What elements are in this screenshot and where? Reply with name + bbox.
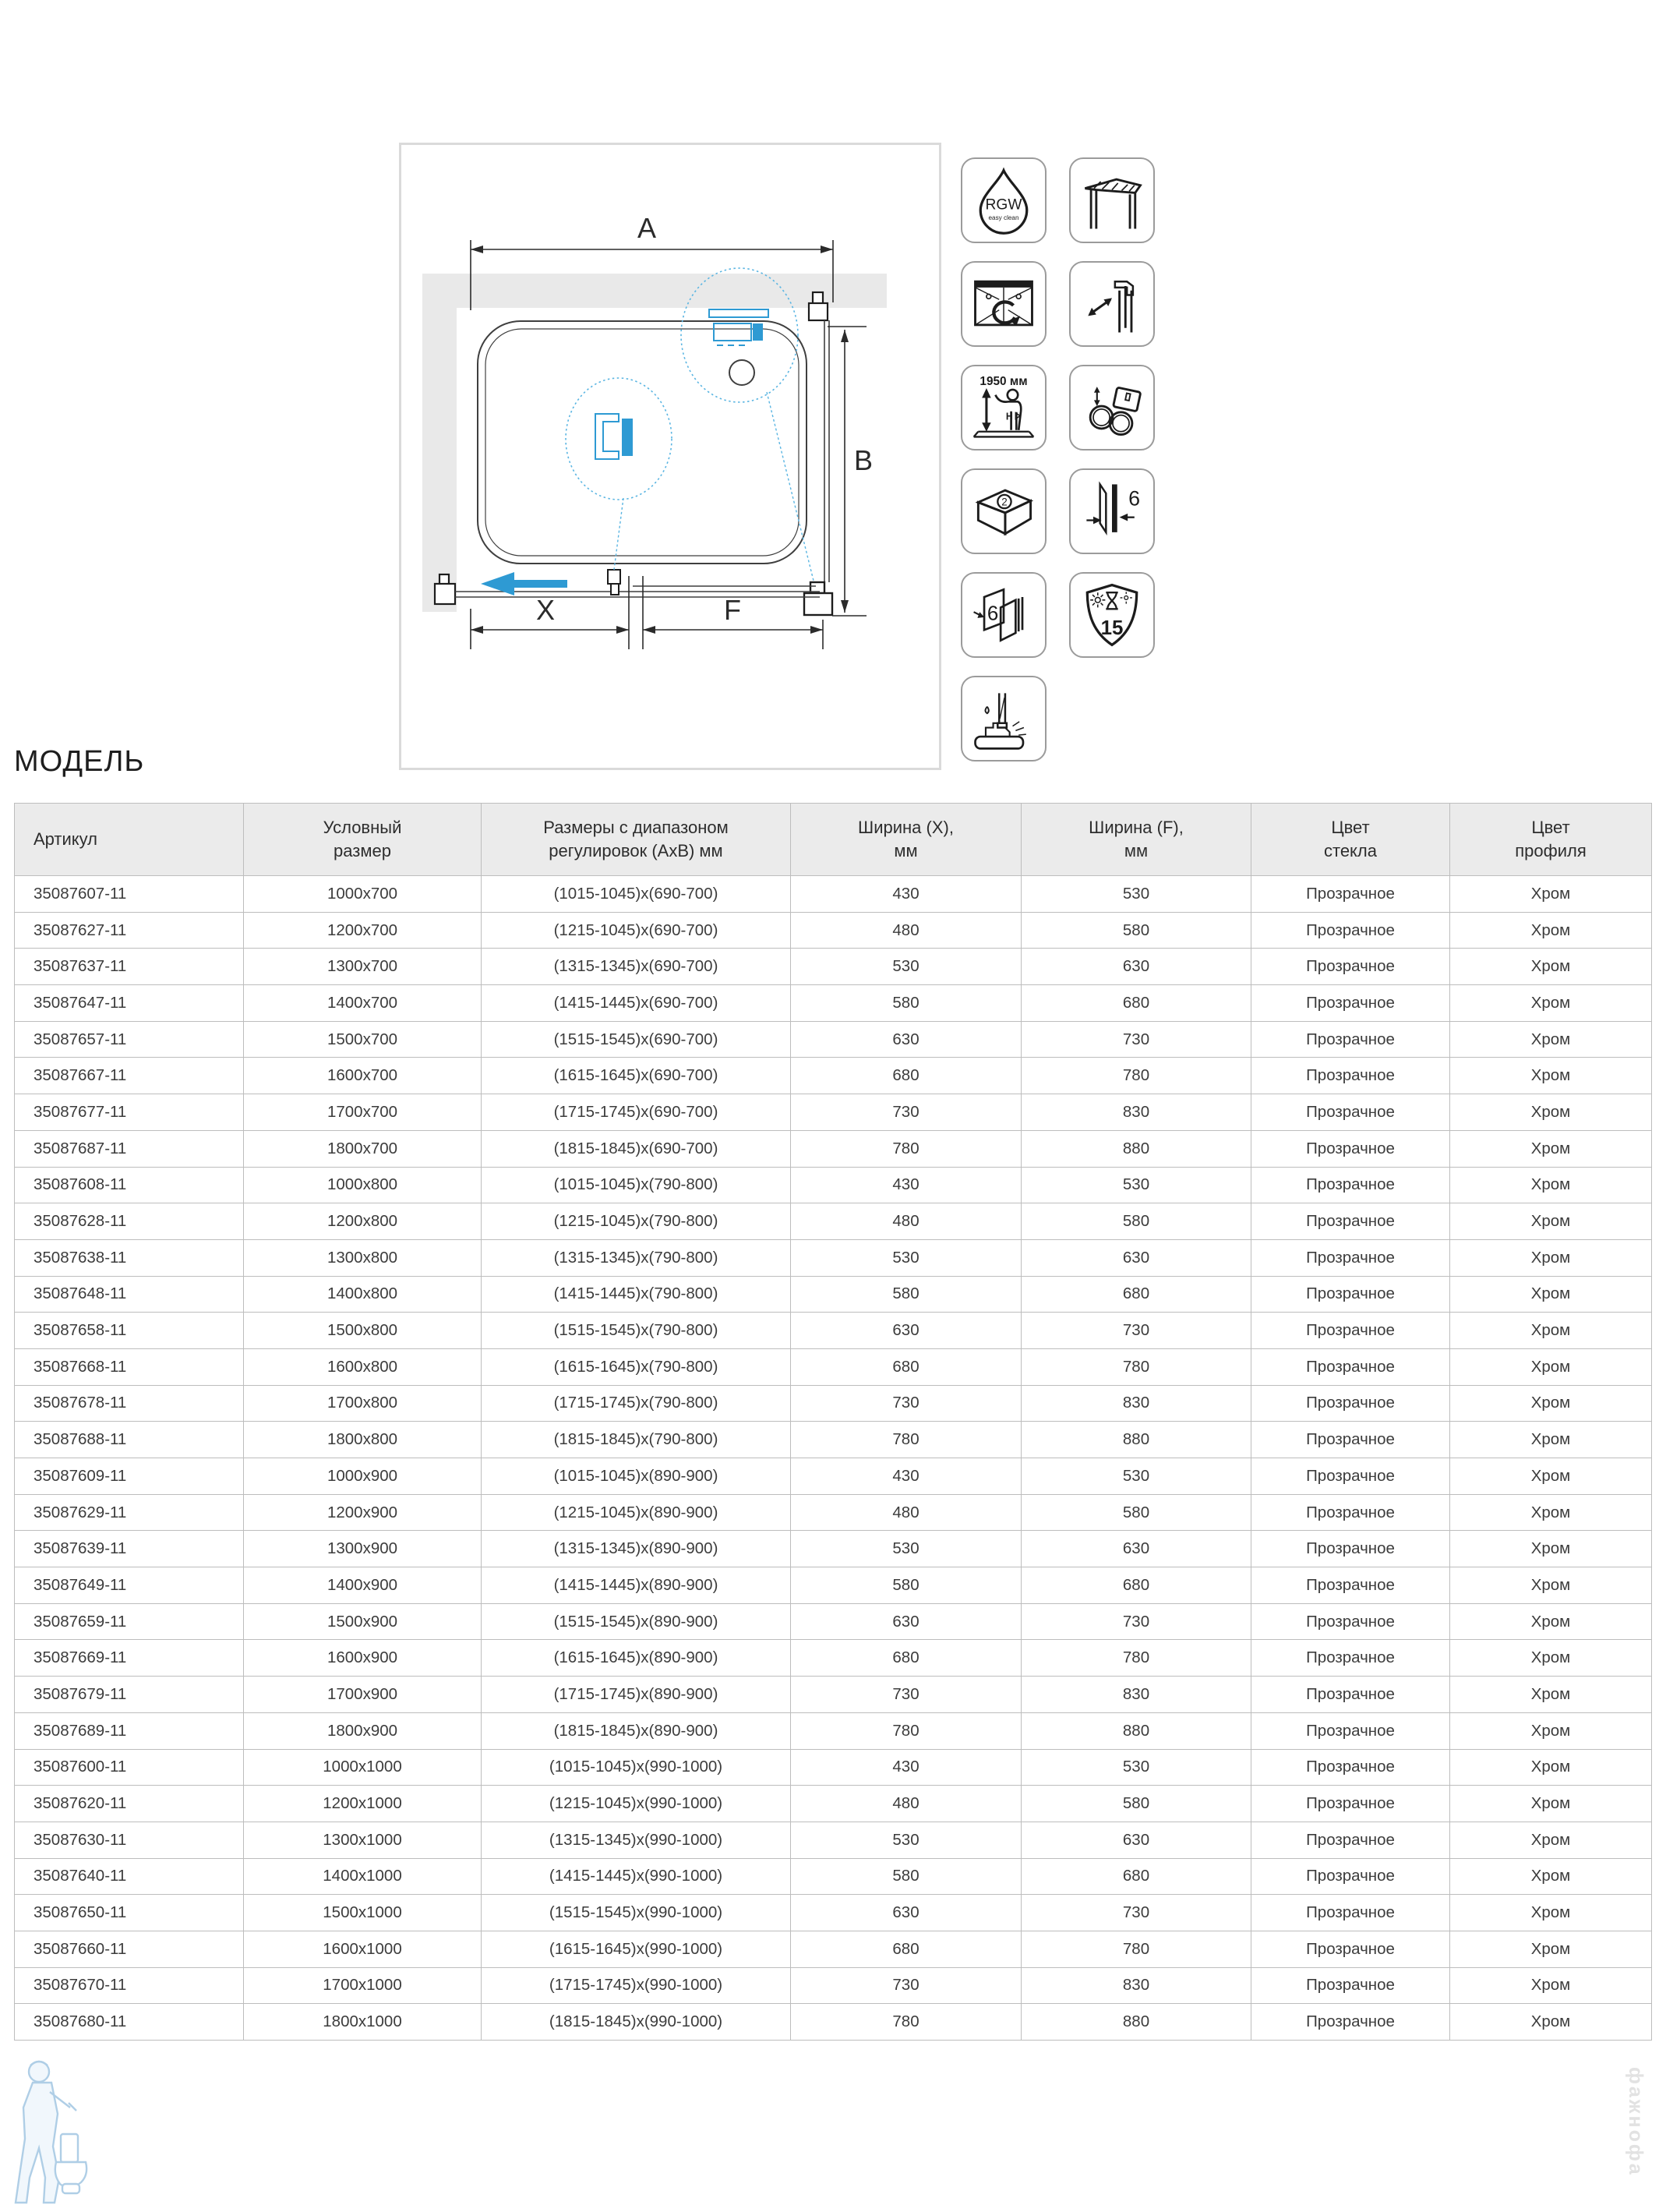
table-row bbox=[15, 1858, 1652, 1895]
cell-article: 35087668-11 bbox=[15, 1348, 244, 1385]
cell-glass_color: Прозрачное bbox=[1251, 1931, 1450, 1967]
cell-width_x: 430 bbox=[791, 876, 1022, 913]
cell-adjustment_range: (1615-1645)x(790-800) bbox=[482, 1348, 791, 1385]
cell-article: 35087620-11 bbox=[15, 1786, 244, 1822]
cell-profile_color: Хром bbox=[1450, 1531, 1652, 1567]
cell-width_x: 530 bbox=[791, 1239, 1022, 1276]
cell-adjustment_range: (1315-1345)x(690-700) bbox=[482, 949, 791, 985]
col-header-profile_color: Цвет профиля bbox=[1450, 804, 1652, 876]
cell-glass_color: Прозрачное bbox=[1251, 1313, 1450, 1349]
cell-article: 35087608-11 bbox=[15, 1167, 244, 1203]
cell-article: 35087629-11 bbox=[15, 1494, 244, 1531]
niche-installation-icon bbox=[961, 572, 1047, 658]
cell-nominal_size: 1500x900 bbox=[244, 1603, 482, 1640]
dimension-x-label: X bbox=[535, 594, 556, 626]
col-header-article: Артикул bbox=[15, 804, 244, 876]
cell-adjustment_range: (1415-1445)x(790-800) bbox=[482, 1276, 791, 1313]
cell-width_x: 580 bbox=[791, 1276, 1022, 1313]
cell-width_x: 480 bbox=[791, 1786, 1022, 1822]
cell-adjustment_range: (1615-1645)x(890-900) bbox=[482, 1640, 791, 1677]
cell-profile_color: Хром bbox=[1450, 949, 1652, 985]
col-header-adjustment_range: Размеры с диапазоном регулировок (АхВ) мм bbox=[482, 804, 791, 876]
cell-profile_color: Хром bbox=[1450, 1385, 1652, 1422]
cell-adjustment_range: (1015-1045)x(890-900) bbox=[482, 1458, 791, 1495]
cell-glass_color: Прозрачное bbox=[1251, 1494, 1450, 1531]
feature-icons-grid bbox=[961, 157, 1155, 761]
dimension-b-label: B bbox=[854, 444, 874, 476]
height-label: 1950 мм bbox=[980, 375, 1028, 389]
cell-nominal_size: 1300x900 bbox=[244, 1531, 482, 1567]
cell-profile_color: Хром bbox=[1450, 1239, 1652, 1276]
cell-width_f: 730 bbox=[1022, 1021, 1251, 1058]
cell-profile_color: Хром bbox=[1450, 1021, 1652, 1058]
table-row bbox=[15, 1531, 1652, 1567]
cell-profile_color: Хром bbox=[1450, 1749, 1652, 1786]
cell-nominal_size: 1400x1000 bbox=[244, 1858, 482, 1895]
wall-adjustment-profile-icon bbox=[1069, 261, 1155, 347]
cell-adjustment_range: (1415-1445)x(990-1000) bbox=[482, 1858, 791, 1895]
cell-glass_color: Прозрачное bbox=[1251, 912, 1450, 949]
cell-nominal_size: 1500x700 bbox=[244, 1021, 482, 1058]
cell-width_x: 630 bbox=[791, 1313, 1022, 1349]
cell-adjustment_range: (1615-1645)x(990-1000) bbox=[482, 1931, 791, 1967]
cell-glass_color: Прозрачное bbox=[1251, 1858, 1450, 1895]
cell-width_x: 680 bbox=[791, 1058, 1022, 1094]
cell-nominal_size: 1300x800 bbox=[244, 1239, 482, 1276]
table-row bbox=[15, 1348, 1652, 1385]
shower-enclosure-plan-drawing bbox=[399, 143, 941, 770]
cell-width_f: 630 bbox=[1022, 1239, 1251, 1276]
warranty-years-label: 15 bbox=[1100, 617, 1124, 639]
cell-profile_color: Хром bbox=[1450, 1130, 1652, 1167]
table-row bbox=[15, 1494, 1652, 1531]
cell-nominal_size: 1200x800 bbox=[244, 1203, 482, 1240]
table-row bbox=[15, 1203, 1652, 1240]
table-row bbox=[15, 1677, 1652, 1713]
cell-width_f: 830 bbox=[1022, 1677, 1251, 1713]
dimension-f-label: F bbox=[724, 594, 741, 626]
col-header-width_f: Ширина (F), мм bbox=[1022, 804, 1251, 876]
section-title: МОДЕЛЬ bbox=[14, 745, 145, 778]
cell-adjustment_range: (1015-1045)x(990-1000) bbox=[482, 1749, 791, 1786]
table-row bbox=[15, 1786, 1652, 1822]
cell-nominal_size: 1700x900 bbox=[244, 1677, 482, 1713]
cell-glass_color: Прозрачное bbox=[1251, 1058, 1450, 1094]
cell-adjustment_range: (1315-1345)x(890-900) bbox=[482, 1531, 791, 1567]
niche-thickness-label: 6 bbox=[987, 602, 999, 625]
cell-width_x: 580 bbox=[791, 985, 1022, 1022]
cell-glass_color: Прозрачное bbox=[1251, 1094, 1450, 1131]
table-row bbox=[15, 2004, 1652, 2041]
cell-width_f: 880 bbox=[1022, 1130, 1251, 1167]
cell-nominal_size: 1600x700 bbox=[244, 1058, 482, 1094]
cell-width_f: 530 bbox=[1022, 1167, 1251, 1203]
cell-glass_color: Прозрачное bbox=[1251, 1895, 1450, 1931]
table-row bbox=[15, 985, 1652, 1022]
cell-glass_color: Прозрачное bbox=[1251, 1348, 1450, 1385]
cell-adjustment_range: (1815-1845)x(690-700) bbox=[482, 1130, 791, 1167]
cell-article: 35087638-11 bbox=[15, 1239, 244, 1276]
cell-profile_color: Хром bbox=[1450, 1422, 1652, 1458]
rgw-sublabel: easy clean bbox=[988, 214, 1019, 221]
cell-article: 35087679-11 bbox=[15, 1677, 244, 1713]
water-drain-threshold-icon bbox=[961, 676, 1047, 761]
cell-article: 35087677-11 bbox=[15, 1094, 244, 1131]
cell-adjustment_range: (1815-1845)x(890-900) bbox=[482, 1712, 791, 1749]
cell-width_f: 680 bbox=[1022, 1858, 1251, 1895]
cell-nominal_size: 1500x800 bbox=[244, 1313, 482, 1349]
cell-width_f: 530 bbox=[1022, 1749, 1251, 1786]
packages-count-label: 2 bbox=[1001, 496, 1008, 508]
table-row bbox=[15, 1822, 1652, 1858]
cell-nominal_size: 1800x700 bbox=[244, 1130, 482, 1167]
cell-article: 35087649-11 bbox=[15, 1567, 244, 1604]
reversible-installation-icon bbox=[961, 261, 1047, 347]
cell-glass_color: Прозрачное bbox=[1251, 876, 1450, 913]
cell-nominal_size: 1400x900 bbox=[244, 1567, 482, 1604]
cell-article: 35087639-11 bbox=[15, 1531, 244, 1567]
cell-glass_color: Прозрачное bbox=[1251, 1167, 1450, 1203]
table-body bbox=[15, 876, 1652, 2041]
cell-article: 35087628-11 bbox=[15, 1203, 244, 1240]
cell-article: 35087689-11 bbox=[15, 1712, 244, 1749]
cell-width_x: 580 bbox=[791, 1858, 1022, 1895]
table-row bbox=[15, 1094, 1652, 1131]
cell-width_f: 580 bbox=[1022, 1786, 1251, 1822]
cell-profile_color: Хром bbox=[1450, 1895, 1652, 1931]
cell-article: 35087667-11 bbox=[15, 1058, 244, 1094]
cell-article: 35087660-11 bbox=[15, 1931, 244, 1967]
cell-profile_color: Хром bbox=[1450, 1858, 1652, 1895]
cell-profile_color: Хром bbox=[1450, 1276, 1652, 1313]
cell-glass_color: Прозрачное bbox=[1251, 1603, 1450, 1640]
cell-adjustment_range: (1415-1445)x(690-700) bbox=[482, 985, 791, 1022]
cell-width_f: 680 bbox=[1022, 1276, 1251, 1313]
cell-glass_color: Прозрачное bbox=[1251, 1567, 1450, 1604]
cell-profile_color: Хром bbox=[1450, 1931, 1652, 1967]
cell-adjustment_range: (1715-1745)x(890-900) bbox=[482, 1677, 791, 1713]
cell-glass_color: Прозрачное bbox=[1251, 1385, 1450, 1422]
cell-glass_color: Прозрачное bbox=[1251, 1967, 1450, 2004]
height-1950-icon bbox=[961, 365, 1047, 451]
cell-width_f: 530 bbox=[1022, 1458, 1251, 1495]
table-row bbox=[15, 1749, 1652, 1786]
cell-profile_color: Хром bbox=[1450, 1167, 1652, 1203]
shower-tray-outer bbox=[478, 321, 807, 564]
cell-adjustment_range: (1715-1745)x(690-700) bbox=[482, 1094, 791, 1131]
cell-width_x: 630 bbox=[791, 1021, 1022, 1058]
table-row bbox=[15, 1058, 1652, 1094]
table-row bbox=[15, 1167, 1652, 1203]
cell-glass_color: Прозрачное bbox=[1251, 1422, 1450, 1458]
cell-profile_color: Хром bbox=[1450, 1203, 1652, 1240]
technical-drawing-panel bbox=[399, 143, 941, 770]
cell-profile_color: Хром bbox=[1450, 1058, 1652, 1094]
cell-width_f: 730 bbox=[1022, 1313, 1251, 1349]
cell-width_f: 530 bbox=[1022, 876, 1251, 913]
cell-adjustment_range: (1815-1845)x(790-800) bbox=[482, 1422, 791, 1458]
cell-profile_color: Хром bbox=[1450, 2004, 1652, 2041]
cell-adjustment_range: (1515-1545)x(990-1000) bbox=[482, 1895, 791, 1931]
cell-width_f: 830 bbox=[1022, 1967, 1251, 2004]
cell-nominal_size: 1000x800 bbox=[244, 1167, 482, 1203]
cell-glass_color: Прозрачное bbox=[1251, 1822, 1450, 1858]
cell-article: 35087647-11 bbox=[15, 985, 244, 1022]
cell-nominal_size: 1600x1000 bbox=[244, 1931, 482, 1967]
cell-profile_color: Хром bbox=[1450, 876, 1652, 913]
cell-width_f: 780 bbox=[1022, 1931, 1251, 1967]
cell-width_f: 680 bbox=[1022, 1567, 1251, 1604]
cell-nominal_size: 1400x800 bbox=[244, 1276, 482, 1313]
cell-adjustment_range: (1815-1845)x(990-1000) bbox=[482, 2004, 791, 2041]
cell-glass_color: Прозрачное bbox=[1251, 1239, 1450, 1276]
cell-article: 35087670-11 bbox=[15, 1967, 244, 2004]
cell-glass_color: Прозрачное bbox=[1251, 1677, 1450, 1713]
cell-adjustment_range: (1015-1045)x(690-700) bbox=[482, 876, 791, 913]
cell-width_x: 480 bbox=[791, 912, 1022, 949]
cell-width_f: 730 bbox=[1022, 1603, 1251, 1640]
cell-profile_color: Хром bbox=[1450, 1567, 1652, 1604]
cell-width_f: 830 bbox=[1022, 1385, 1251, 1422]
cell-width_x: 430 bbox=[791, 1458, 1022, 1495]
cell-adjustment_range: (1715-1745)x(990-1000) bbox=[482, 1967, 791, 2004]
cell-width_f: 580 bbox=[1022, 1494, 1251, 1531]
cell-width_x: 480 bbox=[791, 1494, 1022, 1531]
cell-article: 35087657-11 bbox=[15, 1021, 244, 1058]
cell-article: 35087659-11 bbox=[15, 1603, 244, 1640]
cell-article: 35087678-11 bbox=[15, 1385, 244, 1422]
cell-width_x: 680 bbox=[791, 1640, 1022, 1677]
cell-glass_color: Прозрачное bbox=[1251, 1531, 1450, 1567]
cell-adjustment_range: (1715-1745)x(790-800) bbox=[482, 1385, 791, 1422]
cell-width_f: 680 bbox=[1022, 985, 1251, 1022]
cell-adjustment_range: (1515-1545)x(890-900) bbox=[482, 1603, 791, 1640]
cell-article: 35087609-11 bbox=[15, 1458, 244, 1495]
cell-profile_color: Хром bbox=[1450, 1677, 1652, 1713]
cell-nominal_size: 1000x900 bbox=[244, 1458, 482, 1495]
cell-nominal_size: 1200x1000 bbox=[244, 1786, 482, 1822]
cell-article: 35087669-11 bbox=[15, 1640, 244, 1677]
cell-glass_color: Прозрачное bbox=[1251, 1712, 1450, 1749]
cell-width_x: 730 bbox=[791, 1677, 1022, 1713]
cell-glass_color: Прозрачное bbox=[1251, 1276, 1450, 1313]
rgw-easy-clean-icon bbox=[961, 157, 1047, 243]
cell-article: 35087630-11 bbox=[15, 1822, 244, 1858]
cell-adjustment_range: (1215-1045)x(890-900) bbox=[482, 1494, 791, 1531]
table-row bbox=[15, 1021, 1652, 1058]
cell-width_f: 580 bbox=[1022, 912, 1251, 949]
cell-width_x: 730 bbox=[791, 1094, 1022, 1131]
cell-article: 35087688-11 bbox=[15, 1422, 244, 1458]
cell-nominal_size: 1700x700 bbox=[244, 1094, 482, 1131]
cell-profile_color: Хром bbox=[1450, 1712, 1652, 1749]
cell-glass_color: Прозрачное bbox=[1251, 1021, 1450, 1058]
table-row bbox=[15, 1313, 1652, 1349]
cell-width_f: 830 bbox=[1022, 1094, 1251, 1131]
cell-adjustment_range: (1315-1345)x(790-800) bbox=[482, 1239, 791, 1276]
cell-glass_color: Прозрачное bbox=[1251, 1640, 1450, 1677]
cell-article: 35087680-11 bbox=[15, 2004, 244, 2041]
table-row bbox=[15, 1931, 1652, 1967]
cell-adjustment_range: (1015-1045)x(790-800) bbox=[482, 1167, 791, 1203]
glass-thickness-label: 6 bbox=[1128, 486, 1141, 511]
cell-profile_color: Хром bbox=[1450, 1786, 1652, 1822]
cell-nominal_size: 1000x1000 bbox=[244, 1749, 482, 1786]
cell-width_f: 880 bbox=[1022, 1712, 1251, 1749]
cell-width_f: 580 bbox=[1022, 1203, 1251, 1240]
cell-width_x: 680 bbox=[791, 1348, 1022, 1385]
table-row bbox=[15, 912, 1652, 949]
cell-glass_color: Прозрачное bbox=[1251, 1130, 1450, 1167]
table-row bbox=[15, 1712, 1652, 1749]
dimension-a-label: A bbox=[637, 212, 657, 244]
cell-nominal_size: 1200x900 bbox=[244, 1494, 482, 1531]
cell-width_f: 730 bbox=[1022, 1895, 1251, 1931]
cell-article: 35087627-11 bbox=[15, 912, 244, 949]
table-row bbox=[15, 1422, 1652, 1458]
table-row bbox=[15, 1458, 1652, 1495]
models-table bbox=[14, 803, 1652, 2041]
col-header-width_x: Ширина (X), мм bbox=[791, 804, 1022, 876]
cell-adjustment_range: (1415-1445)x(890-900) bbox=[482, 1567, 791, 1604]
cell-nominal_size: 1500x1000 bbox=[244, 1895, 482, 1931]
cell-profile_color: Хром bbox=[1450, 1640, 1652, 1677]
cell-glass_color: Прозрачное bbox=[1251, 1203, 1450, 1240]
cell-profile_color: Хром bbox=[1450, 1494, 1652, 1531]
warranty-15-icon bbox=[1069, 572, 1155, 658]
cell-nominal_size: 1800x1000 bbox=[244, 2004, 482, 2041]
cell-adjustment_range: (1215-1045)x(790-800) bbox=[482, 1203, 791, 1240]
table-row bbox=[15, 1603, 1652, 1640]
cell-width_x: 580 bbox=[791, 1567, 1022, 1604]
cell-width_x: 780 bbox=[791, 1422, 1022, 1458]
corner-watermark-text: фажнофа bbox=[1625, 2067, 1647, 2177]
plumber-mascot-watermark bbox=[9, 2053, 94, 2209]
cell-article: 35087640-11 bbox=[15, 1858, 244, 1895]
col-header-glass_color: Цвет стекла bbox=[1251, 804, 1450, 876]
cell-glass_color: Прозрачное bbox=[1251, 1786, 1450, 1822]
table-row bbox=[15, 1130, 1652, 1167]
cell-width_x: 680 bbox=[791, 1931, 1022, 1967]
cell-width_f: 630 bbox=[1022, 1531, 1251, 1567]
cell-width_x: 530 bbox=[791, 1531, 1022, 1567]
cell-width_x: 630 bbox=[791, 1603, 1022, 1640]
cell-profile_color: Хром bbox=[1450, 1458, 1652, 1495]
cell-nominal_size: 1400x700 bbox=[244, 985, 482, 1022]
cell-nominal_size: 1300x1000 bbox=[244, 1822, 482, 1858]
cell-adjustment_range: (1615-1645)x(690-700) bbox=[482, 1058, 791, 1094]
cell-width_x: 730 bbox=[791, 1967, 1022, 2004]
table-row bbox=[15, 1967, 1652, 2004]
cell-article: 35087687-11 bbox=[15, 1130, 244, 1167]
cell-article: 35087650-11 bbox=[15, 1895, 244, 1931]
cell-nominal_size: 1600x800 bbox=[244, 1348, 482, 1385]
cell-glass_color: Прозрачное bbox=[1251, 1458, 1450, 1495]
glass-thickness-icon bbox=[1069, 468, 1155, 554]
cell-adjustment_range: (1215-1045)x(690-700) bbox=[482, 912, 791, 949]
cell-profile_color: Хром bbox=[1450, 1822, 1652, 1858]
cell-width_x: 780 bbox=[791, 1712, 1022, 1749]
cell-width_x: 630 bbox=[791, 1895, 1022, 1931]
cell-nominal_size: 1000x700 bbox=[244, 876, 482, 913]
table-row bbox=[15, 1895, 1652, 1931]
cell-width_x: 430 bbox=[791, 1167, 1022, 1203]
cell-width_x: 530 bbox=[791, 949, 1022, 985]
cell-nominal_size: 1300x700 bbox=[244, 949, 482, 985]
cell-width_f: 780 bbox=[1022, 1058, 1251, 1094]
table-row bbox=[15, 1239, 1652, 1276]
cell-width_x: 430 bbox=[791, 1749, 1022, 1786]
cell-nominal_size: 1700x1000 bbox=[244, 1967, 482, 2004]
cell-nominal_size: 1200x700 bbox=[244, 912, 482, 949]
cell-width_f: 630 bbox=[1022, 949, 1251, 985]
cell-profile_color: Хром bbox=[1450, 1967, 1652, 2004]
rgw-label: RGW bbox=[985, 196, 1022, 214]
cell-profile_color: Хром bbox=[1450, 1348, 1652, 1385]
cell-glass_color: Прозрачное bbox=[1251, 985, 1450, 1022]
table-row bbox=[15, 876, 1652, 913]
cell-width_x: 780 bbox=[791, 1130, 1022, 1167]
cell-nominal_size: 1700x800 bbox=[244, 1385, 482, 1422]
cell-adjustment_range: (1515-1545)x(690-700) bbox=[482, 1021, 791, 1058]
double-rollers-icon bbox=[1069, 365, 1155, 451]
cell-article: 35087648-11 bbox=[15, 1276, 244, 1313]
table-row bbox=[15, 1385, 1652, 1422]
header-row bbox=[15, 804, 1652, 876]
cell-glass_color: Прозрачное bbox=[1251, 1749, 1450, 1786]
table-header bbox=[15, 804, 1652, 876]
aluminum-frame-icon bbox=[1069, 157, 1155, 243]
table-row bbox=[15, 1640, 1652, 1677]
cell-article: 35087600-11 bbox=[15, 1749, 244, 1786]
cell-profile_color: Хром bbox=[1450, 1603, 1652, 1640]
height-h-label: H bbox=[1005, 411, 1013, 422]
cell-article: 35087607-11 bbox=[15, 876, 244, 913]
cell-nominal_size: 1800x800 bbox=[244, 1422, 482, 1458]
cell-profile_color: Хром bbox=[1450, 1094, 1652, 1131]
cell-width_f: 780 bbox=[1022, 1348, 1251, 1385]
table-row bbox=[15, 1276, 1652, 1313]
cell-profile_color: Хром bbox=[1450, 985, 1652, 1022]
cell-adjustment_range: (1315-1345)x(990-1000) bbox=[482, 1822, 791, 1858]
cell-width_x: 730 bbox=[791, 1385, 1022, 1422]
two-packages-icon bbox=[961, 468, 1047, 554]
cell-glass_color: Прозрачное bbox=[1251, 2004, 1450, 2041]
cell-nominal_size: 1600x900 bbox=[244, 1640, 482, 1677]
cell-profile_color: Хром bbox=[1450, 912, 1652, 949]
cell-adjustment_range: (1515-1545)x(790-800) bbox=[482, 1313, 791, 1349]
cell-profile_color: Хром bbox=[1450, 1313, 1652, 1349]
table-row bbox=[15, 949, 1652, 985]
cell-width_f: 780 bbox=[1022, 1640, 1251, 1677]
cell-adjustment_range: (1215-1045)x(990-1000) bbox=[482, 1786, 791, 1822]
col-header-nominal_size: Условный размер bbox=[244, 804, 482, 876]
cell-article: 35087637-11 bbox=[15, 949, 244, 985]
cell-width_x: 530 bbox=[791, 1822, 1022, 1858]
cell-width_x: 780 bbox=[791, 2004, 1022, 2041]
cell-glass_color: Прозрачное bbox=[1251, 949, 1450, 985]
cell-width_f: 880 bbox=[1022, 2004, 1251, 2041]
cell-width_f: 630 bbox=[1022, 1822, 1251, 1858]
cell-width_f: 880 bbox=[1022, 1422, 1251, 1458]
cell-nominal_size: 1800x900 bbox=[244, 1712, 482, 1749]
cell-width_x: 480 bbox=[791, 1203, 1022, 1240]
table-row bbox=[15, 1567, 1652, 1604]
wall-left bbox=[422, 274, 457, 612]
cell-article: 35087658-11 bbox=[15, 1313, 244, 1349]
